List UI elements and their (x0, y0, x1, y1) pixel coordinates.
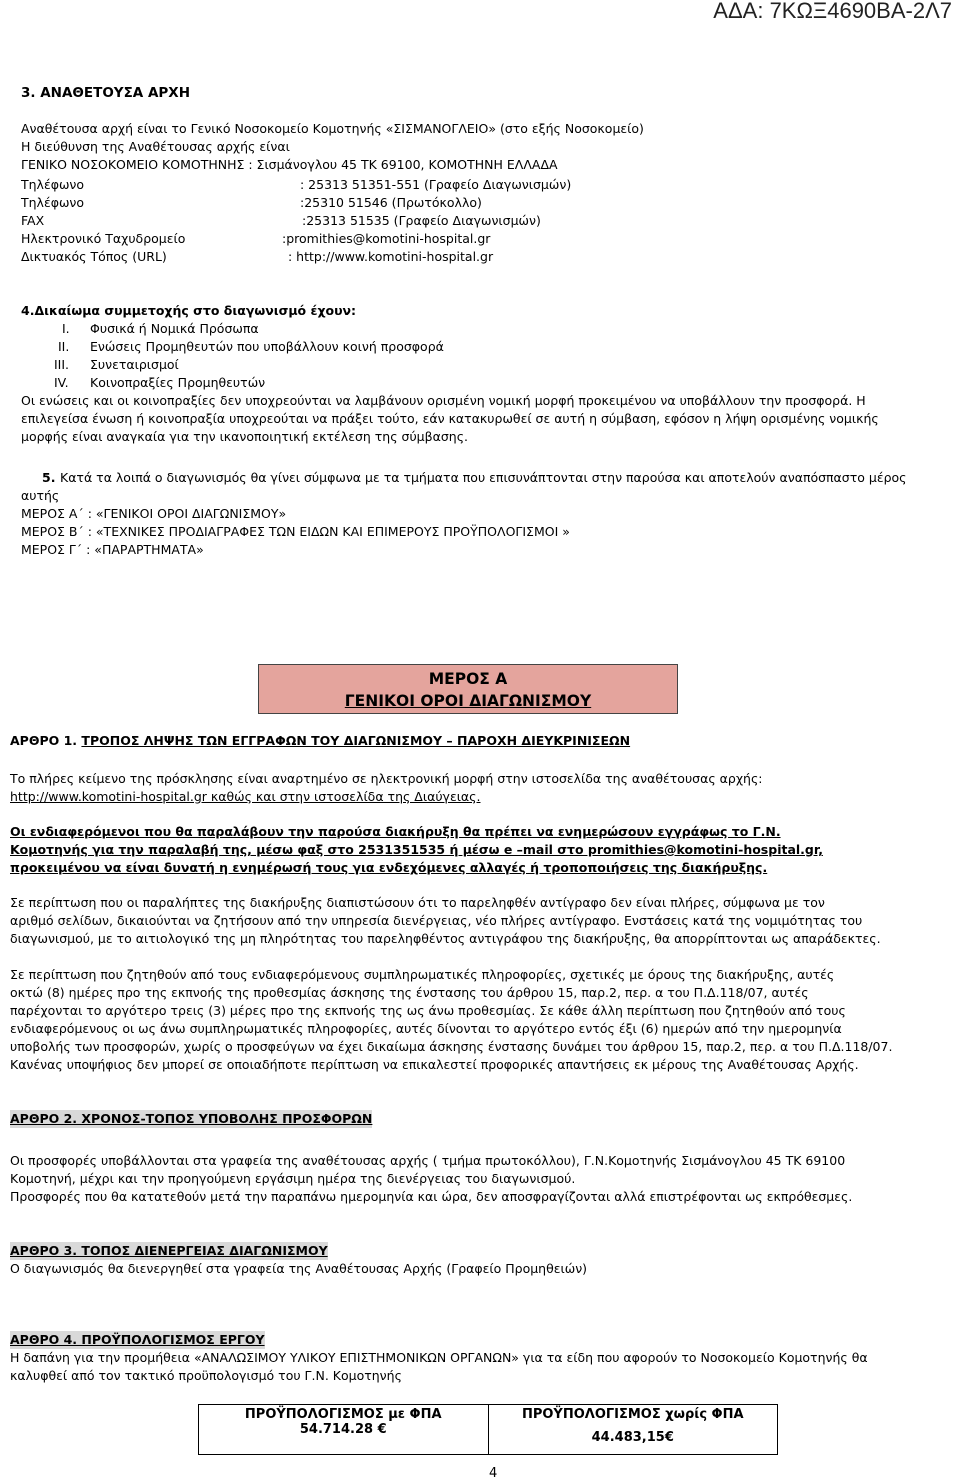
contact-label: Τηλέφωνο (21, 195, 85, 210)
list-item-num: III. (54, 357, 70, 372)
article1-p3-2: οκτώ (8) ημέρες προ της εκπνοής της προθεσμίας άσκησης της ένστασης του άρθρου 15, παρ.2, περ. α του Π.Δ.118/07, αυτές (10, 985, 809, 1000)
section4-para-2: επιλεγείσα ένωση ή κοινοπραξία υποχρεούται να πράξει τούτο, εάν κατακυρωθεί σε αυτή η σύμβαση, εφόσον η λήψη ορισμένης νομικής (21, 411, 879, 426)
budget-without-vat-value: 44.483,15€ (591, 1430, 674, 1445)
article1-bold-2: Κομοτηνής για την παραλαβή της, μέσω φαξ στο 2531351535 ή μέσω e –mail στο promithies@komotini-hospital.gr, (10, 842, 823, 857)
budget-with-vat-cell (199, 1405, 489, 1455)
banner-line2: ΓΕΝΙΚΟΙ ΟΡΟΙ ΔΙΑΓΩΝΙΣΜΟΥ (344, 692, 592, 710)
list-item-num: II. (58, 339, 70, 354)
article1-heading (10, 732, 630, 750)
contact-label: Ηλεκτρονικό Ταχυδρομείο (21, 231, 186, 246)
article1-p3-4: ενδιαφερόμενους οι ως άνω συμπληρωματικές πληροφορίες, αυτές δίνονται το αργότερο εντός έξι (6) ημερών από την ημερομηνία (10, 1021, 842, 1036)
section3-heading: 3. ΑΝΑΘΕΤΟΥΣΑ ΑΡΧΗ (21, 85, 190, 101)
article2-line3: Προσφορές που θα κατατεθούν μετά την παραπάνω ημερομηνία και ώρα, δεν αποσφραγίζονται αλλά επιστρέφονται ως εκπρόθεσμες. (10, 1189, 853, 1204)
section4-heading: 4.Δικαίωμα συμμετοχής στο διαγωνισμό έχουν: (21, 303, 357, 318)
article1-p2-1: Σε περίπτωση που οι παραλήπτες της διακήρυξης διαπιστώσουν ότι το παρεληφθέν αντίγραφο δεν είναι πλήρες, σύμφωνα με τον (10, 895, 825, 910)
list-item: Ενώσεις Προμηθευτών που υποβάλλουν κοινή προσφορά (90, 339, 444, 354)
section5-line1: Κατά τα λοιπά ο διαγωνισμός θα γίνει σύμφωνα με τα τμήματα που επισυνάπτονται στην παρούσα και αποτελούν αναπόσπαστο μέρος (60, 470, 907, 485)
section4-para-3: μορφής είναι αναγκαία για την ικανοποιητική εκτέλεση της σύμβασης. (21, 429, 469, 444)
article1-p1-line2[interactable]: http://www.komotini-hospital.gr καθώς και στην ιστοσελίδα της Διαύγειας. (10, 789, 481, 804)
article1-p3-1: Σε περίπτωση που ζητηθούν από τους ενδιαφερόμενους συμπληρωματικές πληροφορίες, σχετικές με όρους της διακήρυξης, αυτές (10, 967, 835, 982)
email-link[interactable]: :promithies@komotini-hospital.gr (282, 231, 491, 246)
budget-without-vat-header: ΠΡΟΫΠΟΛΟΓΙΣΜΟΣ χωρίς ΦΠΑ (521, 1407, 744, 1422)
part-b: ΜΕΡΟΣ Β΄ : «ΤΕΧΝΙΚΕΣ ΠΡΟΔΙΑΓΡΑΦΕΣ ΤΩΝ ΕΙΔΩΝ ΚΑΙ ΕΠΙΜΕΡΟΥΣ ΠΡΟΫΠΟΛΟΓΙΣΜΟΙ » (21, 524, 570, 539)
list-item: Φυσικά ή Νομικά Πρόσωπα (90, 321, 259, 336)
budget-with-vat-header: ΠΡΟΫΠΟΛΟΓΙΣΜΟΣ με ΦΠΑ (244, 1407, 442, 1422)
section4-para-1: Οι ενώσεις και οι κοινοπραξίες δεν υποχρεούνται να λαμβάνουν ορισμένη νομική μορφή προκειμένου να υποβάλλουν την προσφορά. Η (21, 393, 866, 408)
article3-line: Ο διαγωνισμός θα διενεργηθεί στα γραφεία της Αναθέτουσας Αρχής (Γραφείο Προμηθειών) (10, 1261, 588, 1276)
article1-prefix: ΑΡΘΡΟ 1. (10, 733, 78, 748)
article2-line2: Κομοτηνή, μέχρι και την προηγούμενη εργάσιμη ημέρα της διενέργειας του διαγωνισμού. (10, 1171, 576, 1186)
contact-label: FAX (21, 213, 45, 228)
part-a-banner (258, 664, 678, 714)
budget-without-vat-cell (488, 1405, 778, 1455)
table-row (199, 1405, 778, 1455)
website-link[interactable]: : http://www.komotini-hospital.gr (288, 249, 494, 264)
article1-p3-3: παρέχονται το αργότερο τρεις (3) μέρες προ της εκπνοής της ως άνω προθεσμίας. Σε κάθε άλλη περίπτωση που ζητηθούν από τους (10, 1003, 846, 1018)
page-number: 4 (489, 1466, 498, 1481)
list-item-num: IV. (54, 375, 69, 390)
list-item: Κοινοπραξίες Προμηθευτών (90, 375, 266, 390)
contact-value: :25310 51546 (Πρωτόκολλο) (300, 195, 482, 210)
section3-intro-2: Η διεύθυνση της Αναθέτουσας αρχής είναι (21, 139, 290, 154)
article3-heading: ΑΡΘΡΟ 3. ΤΟΠΟΣ ΔΙΕΝΕΡΓΕΙΑΣ ΔΙΑΓΩΝΙΣΜΟΥ (10, 1243, 328, 1258)
list-item: Συνεταιρισμοί (90, 357, 179, 372)
article1-p3-6: Κανένας υποψήφιος δεν μπορεί σε οποιαδήποτε περίπτωση να επικαλεστεί προφορικές απαντήσεις εκ μέρους της Αναθέτουσας Αρχής. (10, 1057, 859, 1072)
contact-label: Δικτυακός Τόπος (URL) (21, 249, 167, 264)
article2-line1: Οι προσφορές υποβάλλονται στα γραφεία της αναθέτουσας αρχής ( τμήμα πρωτοκόλλου), Γ.Ν.Κομοτηνής Σισμάνογλου 45 ΤΚ 69100 (10, 1153, 846, 1168)
article1-p2-2: αριθμό σελίδων, δικαιούνται να ζητήσουν από την υπηρεσία διενέργειας, νέο πλήρες αντίγραφο. Ενστάσεις κατά της νομιμότητας του (10, 913, 863, 928)
article4-heading: ΑΡΘΡΟ 4. ΠΡΟΫΠΟΛΟΓΙΣΜΟΣ ΕΡΓΟΥ (10, 1332, 265, 1347)
article2-heading: ΑΡΘΡΟ 2. ΧΡΟΝΟΣ-ΤΟΠΟΣ ΥΠΟΒΟΛΗΣ ΠΡΟΣΦΟΡΩΝ (10, 1111, 373, 1126)
article1-p3-5: υποβολής των προσφορών, χωρίς ο προσφεύγων να έχει δικαίωμα άσκησης ένστασης δυνάμει του άρθρου 15, παρ.2, περ. α του Π.Δ.118/07. (10, 1039, 893, 1054)
ada-code: ΑΔΑ: 7ΚΩΞ4690ΒΑ-2Λ7 (713, 0, 952, 23)
article4-line2: καλυφθεί από τον τακτικό προϋπολογισμό του Γ.Ν. Κομοτηνής (10, 1368, 402, 1383)
article1-p1-line1: Το πλήρες κείμενο της πρόσκλησης είναι αναρτημένο σε ηλεκτρονική μορφή στην ιστοσελίδα της αναθέτουσας αρχής: (10, 771, 763, 786)
budget-with-vat-value: 54.714.28 € (299, 1422, 387, 1437)
section3-intro-3: ΓΕΝΙΚΟ ΝΟΣΟΚΟΜΕΙΟ ΚΟΜΟΤΗΝΗΣ : Σισμάνογλου 45 ΤΚ 69100, ΚΟΜΟΤΗΝΗ ΕΛΛΑΔΑ (21, 157, 558, 172)
section5-num: 5. (42, 470, 56, 485)
contact-value: : 25313 51351-551 (Γραφείο Διαγωνισμών) (300, 177, 572, 192)
banner-line1: ΜΕΡΟΣ Α (428, 670, 508, 688)
article1-bold-1: Οι ενδιαφερόμενοι που θα παραλάβουν την παρούσα διακήρυξη θα πρέπει να ενημερώσουν εγγράφως το Γ.Ν. (10, 824, 781, 839)
list-item-num: I. (62, 321, 70, 336)
article1-p2-3: διαγωνισμού, με το αιτιολογικό της μη πληρότητας του παρεληφθέντος αντιγράφου της διακήρυξης, θα απορρίπτονται ως απαράδεκτες. (10, 931, 881, 946)
section3-intro-1: Αναθέτουσα αρχή είναι το Γενικό Νοσοκομείο Κομοτηνής «ΣΙΣΜΑΝΟΓΛΕΙΟ» (στο εξής Νοσοκομείο) (21, 121, 644, 136)
part-a: ΜΕΡΟΣ Α΄ : «ΓΕΝΙΚΟΙ ΟΡΟΙ ΔΙΑΓΩΝΙΣΜΟΥ» (21, 506, 287, 521)
contact-value: :25313 51535 (Γραφείο Διαγωνισμών) (302, 213, 541, 228)
section5-line2: αυτής (21, 488, 60, 503)
article4-line1: Η δαπάνη για την προμήθεια «ΑΝΑΛΩΣΙΜΟΥ ΥΛΙΚΟΥ ΕΠΙΣΤΗΜΟΝΙΚΩΝ ΟΡΓΑΝΩΝ» για τα είδη που αφορούν το Νοσοκομείο Κομοτηνής θα (10, 1350, 868, 1365)
contact-label: Τηλέφωνο (21, 177, 85, 192)
article1-bold-3: προκειμένου να είναι δυνατή η ενημέρωσή τους για ενδεχόμενες αλλαγές ή τροποποιήσεις της διακήρυξης. (10, 860, 768, 875)
article1-title: ΤΡΟΠΟΣ ΛΗΨΗΣ ΤΩΝ ΕΓΓΡΑΦΩΝ ΤΟΥ ΔΙΑΓΩΝΙΣΜΟΥ – ΠΑΡΟΧΗ ΔΙΕΥΚΡΙΝΙΣΕΩΝ (81, 733, 631, 748)
part-c: ΜΕΡΟΣ Γ΄ : «ΠΑΡΑΡΤΗΜΑΤΑ» (21, 542, 204, 557)
budget-table (198, 1404, 778, 1455)
